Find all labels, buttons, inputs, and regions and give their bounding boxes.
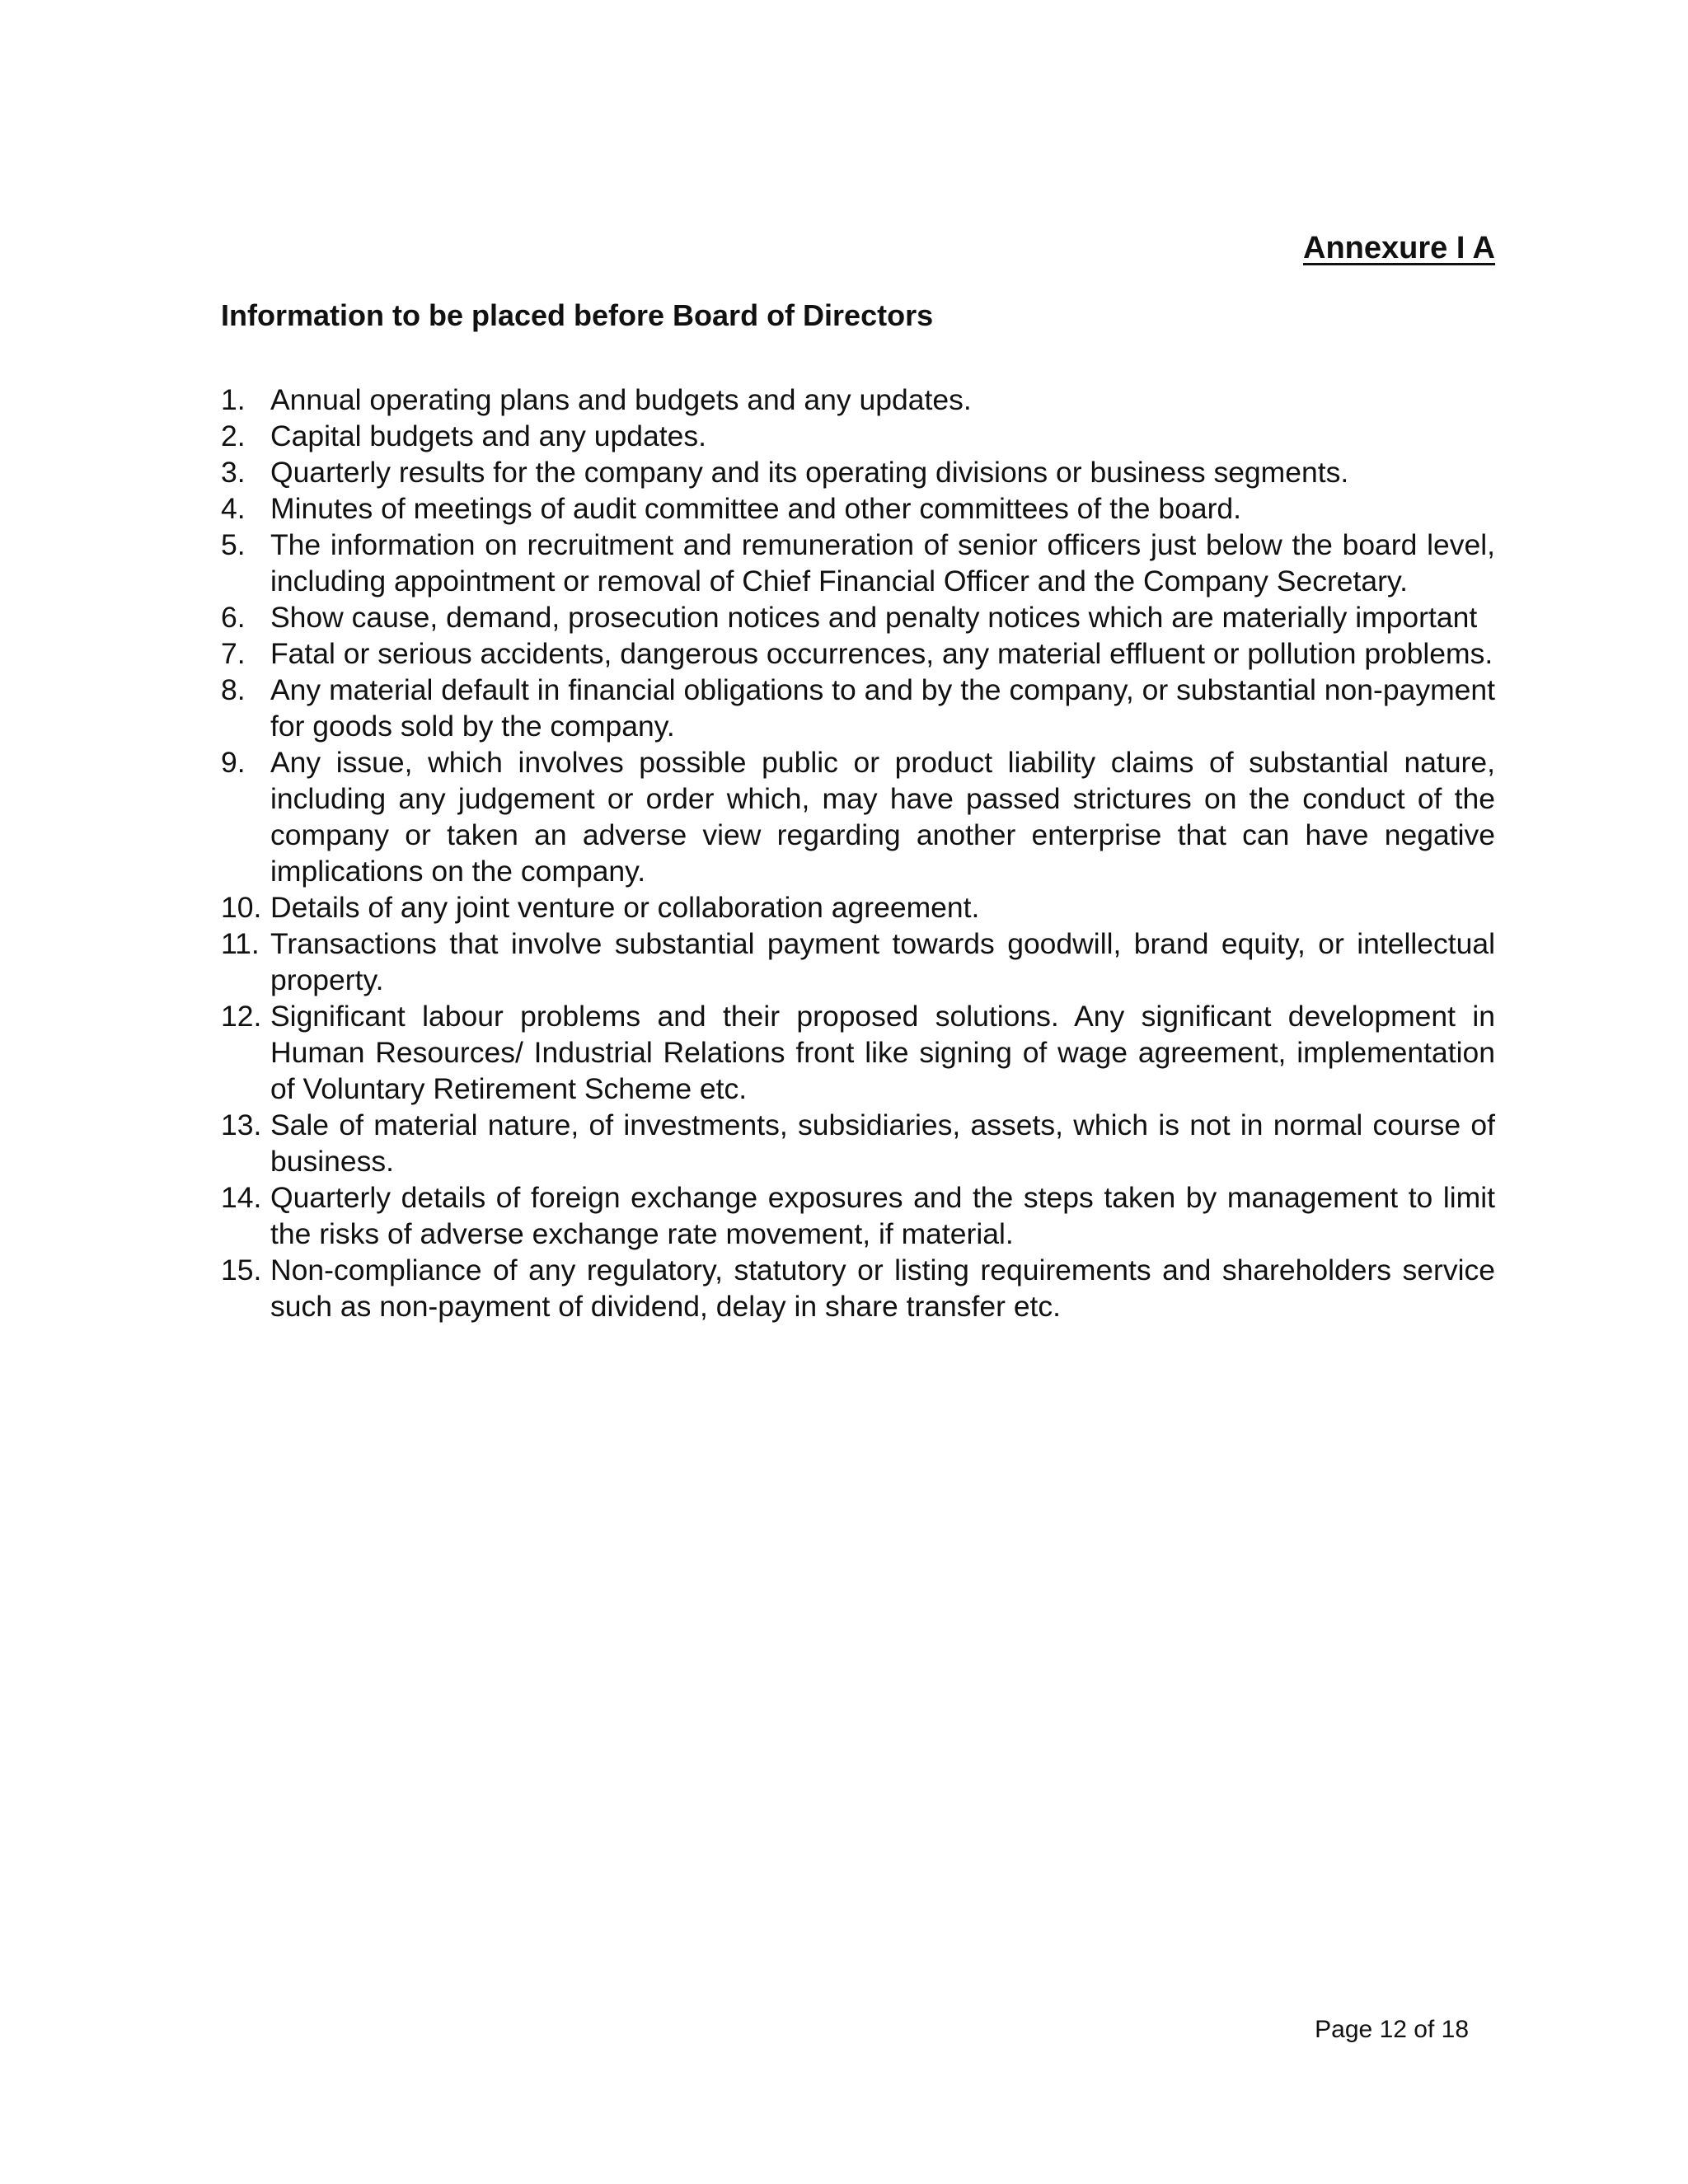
list-item-text: Quarterly details of foreign exchange exposures and the steps taken by management to limit the risks of adverse exchange rate movement, if material. bbox=[270, 1181, 1495, 1250]
list-item bbox=[221, 926, 1495, 998]
list-item-number: 9. bbox=[221, 746, 246, 779]
list-item bbox=[221, 527, 1495, 599]
list-item-number: 8. bbox=[221, 673, 246, 706]
information-list bbox=[221, 382, 1495, 1324]
list-item-number: 13. bbox=[221, 1108, 262, 1141]
list-item bbox=[221, 418, 1495, 454]
page-number: Page 12 of 18 bbox=[1315, 2016, 1469, 2043]
list-item-number: 12. bbox=[221, 1000, 262, 1033]
list-item bbox=[221, 382, 1495, 418]
list-item-number: 1. bbox=[221, 383, 246, 416]
list-item-text: Any material default in financial obligations to and by the company, or substantial non-payment for goods sold by the company. bbox=[270, 673, 1495, 743]
list-item bbox=[221, 672, 1495, 744]
list-item-text: Transactions that involve substantial payment towards goodwill, brand equity, or intellectual property. bbox=[270, 927, 1495, 996]
list-item-number: 14. bbox=[221, 1181, 262, 1214]
list-item bbox=[221, 1252, 1495, 1324]
section-heading: Information to be placed before Board of Directors bbox=[221, 298, 934, 332]
list-item bbox=[221, 490, 1495, 527]
list-item bbox=[221, 454, 1495, 490]
list-item-number: 6. bbox=[221, 601, 246, 634]
list-item-text: Sale of material nature, of investments, subsidiaries, assets, which is not in normal course of business. bbox=[270, 1108, 1495, 1178]
list-item bbox=[221, 889, 1495, 926]
list-item bbox=[221, 1107, 1495, 1179]
list-item-text: Show cause, demand, prosecution notices and penalty notices which are materially important bbox=[270, 601, 1478, 634]
list-item bbox=[221, 998, 1495, 1107]
list-item bbox=[221, 599, 1495, 635]
list-item-number: 5. bbox=[221, 528, 246, 561]
list-item-number: 10. bbox=[221, 891, 262, 924]
list-item-text: Significant labour problems and their proposed solutions. Any significant development in Human Resources/ Industrial Relations front like signing of wage agreement, implementation of Voluntary Retirement Scheme etc. bbox=[270, 1000, 1495, 1105]
list-item-number: 2. bbox=[221, 419, 246, 452]
list-item bbox=[221, 1179, 1495, 1252]
list-item-text: Annual operating plans and budgets and any updates. bbox=[270, 383, 972, 416]
list-item-number: 3. bbox=[221, 456, 246, 489]
list-item bbox=[221, 635, 1495, 672]
list-item-text: Non-compliance of any regulatory, statutory or listing requirements and shareholders service such as non-payment of dividend, delay in share transfer etc. bbox=[270, 1254, 1495, 1323]
list-item-text: Quarterly results for the company and its operating divisions or business segments. bbox=[270, 456, 1349, 489]
list-item-number: 7. bbox=[221, 637, 246, 670]
list-item-text: The information on recruitment and remuneration of senior officers just below the board level, including appointment or removal of Chief Financial Officer and the Company Secretary. bbox=[270, 528, 1495, 598]
annexure-title: Annexure I A bbox=[1303, 231, 1495, 265]
list-item-text: Capital budgets and any updates. bbox=[270, 419, 706, 452]
list-item-text: Fatal or serious accidents, dangerous occurrences, any material effluent or pollution problems. bbox=[270, 637, 1493, 670]
list-item-number: 15. bbox=[221, 1254, 262, 1286]
list-item bbox=[221, 744, 1495, 889]
list-item-number: 4. bbox=[221, 492, 246, 525]
list-item-number: 11. bbox=[221, 927, 260, 960]
list-item-text: Any issue, which involves possible public or product liability claims of substantial nature, including any judgement or order which, may have passed strictures on the conduct of the company or taken an adverse view regarding another enterprise that can have negative implications on the company. bbox=[270, 746, 1495, 888]
list-item-text: Details of any joint venture or collaboration agreement. bbox=[270, 891, 980, 924]
list-item-text: Minutes of meetings of audit committee and other committees of the board. bbox=[270, 492, 1242, 525]
